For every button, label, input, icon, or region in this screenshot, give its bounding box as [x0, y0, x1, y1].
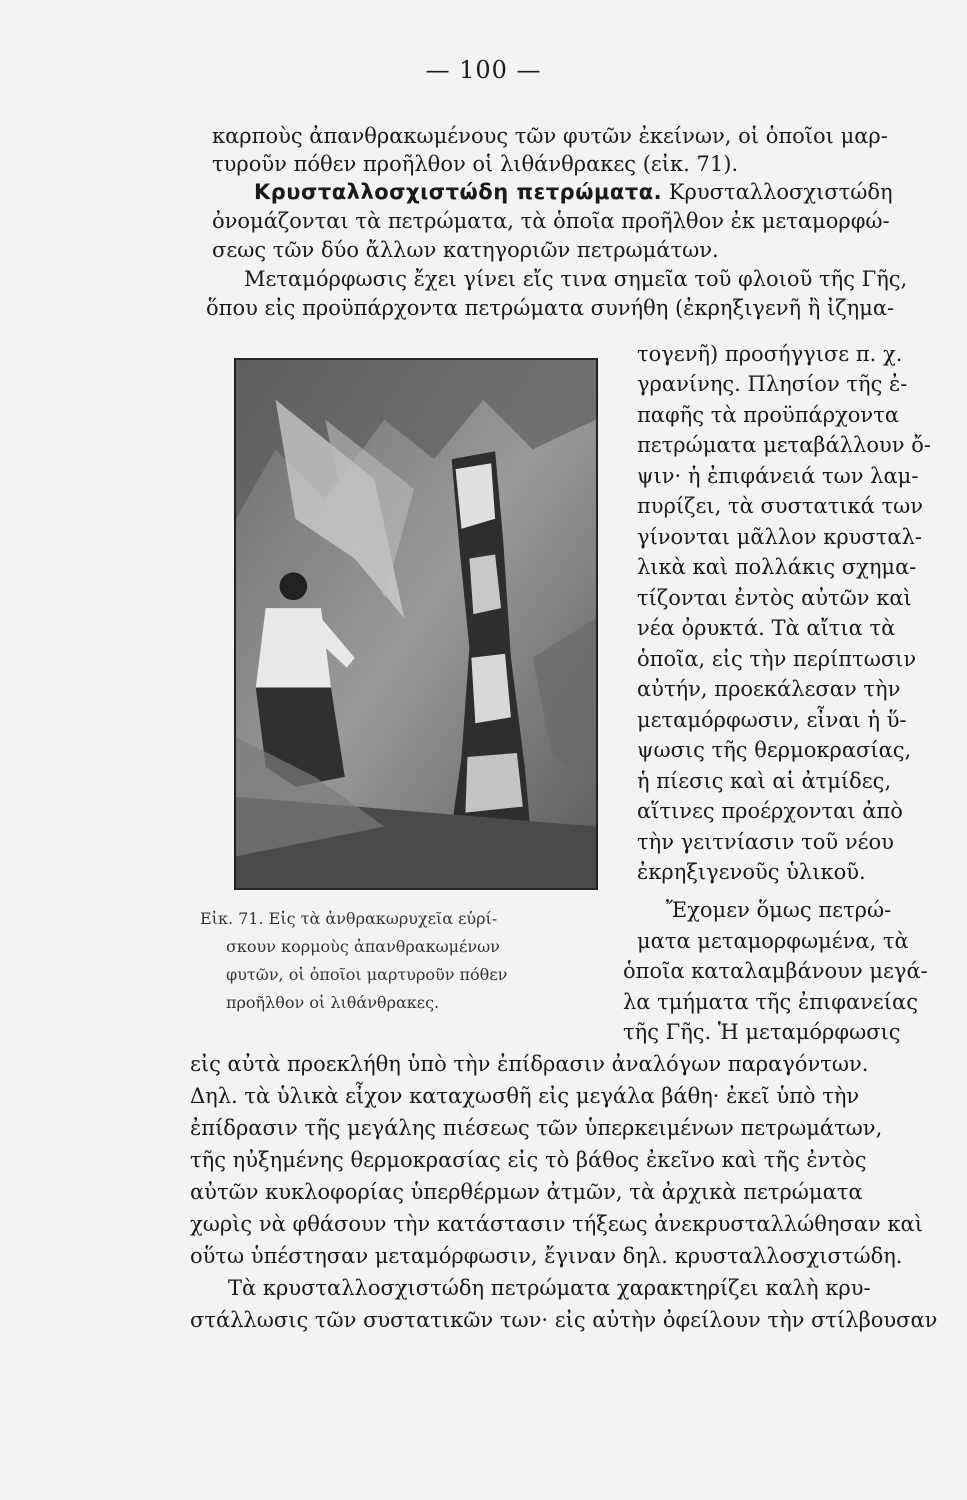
page-number: — 100 —: [425, 56, 542, 84]
text-line: Τὰ κρυσταλλοσχιστώδη πετρώματα χαρακτηρίζει καλὴ κρυ-: [228, 1276, 871, 1300]
text-line: ματα μεταμορφωμένα, τὰ: [637, 929, 909, 953]
figure-caption-line: Εἰκ. 71. Εἰς τὰ ἀνθρακωρυχεῖα εὑρί-: [200, 909, 498, 928]
text-line: πετρώματα μεταβάλλουν ὄ-: [637, 433, 931, 457]
text-line: ὀνομάζονται τὰ πετρώματα, τὰ ὁποῖα προῆλθον ἐκ μεταμορφώ-: [212, 209, 890, 233]
text-line: τὴν γειτνίασιν τοῦ νέου: [637, 830, 894, 854]
text-line: χωρὶς νὰ φθάσουν τὴν κατάστασιν τήξεως ἀνεκρυσταλλώθησαν καὶ: [190, 1212, 923, 1236]
heading-line: Κρυσταλλοσχιστώδη πετρώματα. Κρυσταλλοσχιστώδη: [254, 180, 893, 204]
text-line: ὁποῖα καταλαμβάνουν μεγά-: [623, 959, 928, 983]
text-line: ψιν· ἡ ἐπιφάνειά των λαμ-: [637, 464, 919, 488]
figure-caption-line: προῆλθον οἱ λιθάνθρακες.: [226, 993, 440, 1012]
text-line: γίνονται μᾶλλον κρυσταλ-: [637, 525, 922, 549]
text-line: λικὰ καὶ πολλάκις σχημα-: [637, 555, 917, 579]
text-line: παφῆς τὰ προϋπάρχοντα: [637, 403, 899, 427]
text-line: αὐτῶν κυκλοφορίας ὑπερθέρμων ἀτμῶν, τὰ ἀρχικὰ πετρώματα: [190, 1180, 863, 1204]
text-line: Δηλ. τὰ ὑλικὰ εἶχον καταχωσθῆ εἰς μεγάλα βάθη· ἐκεῖ ὑπὸ τὴν: [190, 1084, 860, 1108]
text-line: πυρίζει, τὰ συστατικά των: [637, 494, 924, 518]
figure-coal-mine-photo: [234, 358, 598, 890]
text-line: τῆς ηὐξημένης θερμοκρασίας εἰς τὸ βάθος ἐκεῖνο καὶ τῆς ἐντὸς: [190, 1148, 867, 1172]
text-line: λα τμήματα τῆς ἐπιφανείας: [623, 990, 918, 1014]
text-line: νέα ὀρυκτά. Τὰ αἴτια τὰ: [637, 616, 896, 640]
figure-caption-line: σκουν κορμοὺς ἀπανθρακωμένων: [226, 937, 500, 956]
text-line: αἵτινες προέρχονται ἀπὸ: [637, 799, 903, 823]
section-heading: Κρυσταλλοσχιστώδη πετρώματα.: [254, 180, 663, 204]
text-line: τυροῦν πόθεν προῆλθον οἱ λιθάνθρακες (εἰκ. 71).: [212, 152, 739, 176]
text-line: Ἔχομεν ὅμως πετρώ-: [666, 898, 892, 922]
text-line: ἐπίδρασιν τῆς μεγάλης πιέσεως τῶν ὑπερκειμένων πετρωμάτων,: [190, 1116, 883, 1140]
text-line: στάλλωσις τῶν συστατικῶν των· εἰς αὐτὴν ὀφείλουν τὴν στίλβουσαν: [190, 1308, 938, 1332]
text-line: εἰς αὐτὰ προεκλήθη ὑπὸ τὴν ἐπίδρασιν ἀναλόγων παραγόντων.: [190, 1052, 869, 1076]
text-line: ὁποῖα, εἰς τὴν περίπτωσιν: [637, 647, 917, 671]
text-line: ψωσις τῆς θερμοκρασίας,: [637, 738, 912, 762]
text-line: μεταμόρφωσιν, εἶναι ἡ ὕ-: [637, 708, 907, 732]
coal-mine-illustration: [236, 360, 596, 888]
text-line: σεως τῶν δύο ἄλλων κατηγοριῶν πετρωμάτων.: [212, 238, 719, 262]
text-line: αὐτήν, προεκάλεσαν τὴν: [637, 677, 901, 701]
text-line: τίζονται ἐντὸς αὐτῶν καὶ: [637, 586, 912, 610]
text-line: καρποὺς ἀπανθρακωμένους τῶν φυτῶν ἐκείνων, οἱ ὁποῖοι μαρ-: [212, 124, 888, 148]
text-line: ὅπου εἰς προϋπάρχοντα πετρώματα συνήθη (ἐκρηξιγενῆ ἢ ἰζημα-: [206, 296, 895, 320]
figure-caption-line: φυτῶν, οἱ ὁποῖοι μαρτυροῦν πόθεν: [226, 965, 508, 984]
text-line: γρανίνης. Πλησίον τῆς ἐ-: [637, 372, 908, 396]
text-line: Μεταμόρφωσις ἔχει γίνει εἴς τινα σημεῖα τοῦ φλοιοῦ τῆς Γῆς,: [244, 267, 908, 291]
text-line: οὕτω ὑπέστησαν μεταμόρφωσιν, ἔγιναν δηλ. κρυσταλλοσχιστώδη.: [190, 1244, 903, 1268]
text-line: τῆς Γῆς. Ἡ μεταμόρφωσις: [623, 1020, 901, 1044]
text-line: ἐκρηξιγενοῦς ὑλικοῦ.: [637, 860, 866, 884]
text-line: ἡ πίεσις καὶ αἱ ἀτμίδες,: [637, 769, 892, 793]
text-line: τογενῆ) προσήγγισε π. χ.: [637, 342, 903, 366]
